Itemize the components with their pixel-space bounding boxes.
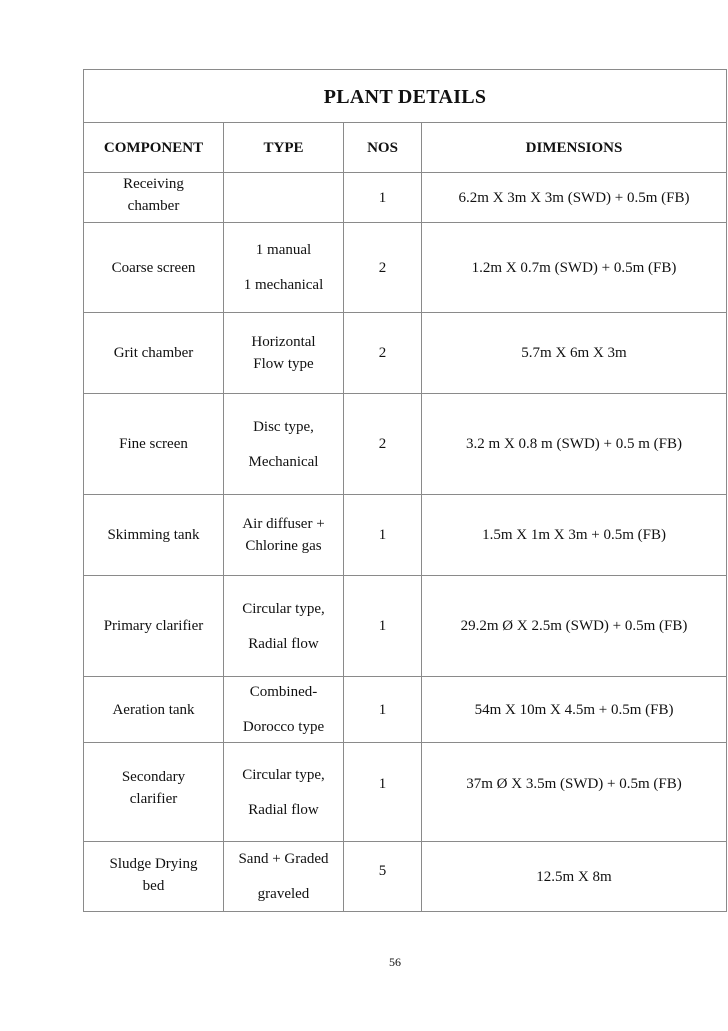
type-line: Dorocco type (242, 719, 325, 735)
table-header-row (84, 123, 727, 173)
cell-component: Aeration tank (84, 677, 224, 743)
type-line: Air diffuser + (242, 516, 325, 532)
table-row (84, 743, 727, 842)
type-line: 1 mechanical (243, 277, 324, 293)
cell-nos: 2 (344, 394, 422, 495)
cell-component: Grit chamber (84, 313, 224, 394)
type-line: Disc type, (253, 418, 314, 435)
cell-nos: 1 (344, 576, 422, 677)
component-line: chamber (127, 197, 180, 214)
cell-type (224, 743, 344, 842)
page-number: 56 (389, 955, 401, 969)
cell-dimensions (422, 743, 727, 842)
header-nos: NOS (344, 123, 422, 173)
header-type: TYPE (224, 123, 344, 173)
table-row (84, 223, 727, 313)
cell-type (224, 576, 344, 677)
table-row (84, 173, 727, 223)
table-row (84, 394, 727, 495)
type-line: Sand + Graded (238, 851, 329, 867)
header-component: COMPONENT (84, 123, 224, 173)
table-title-row (84, 70, 727, 123)
type-line: Horizontal (251, 334, 316, 350)
table-row (84, 842, 727, 912)
table-row (84, 313, 727, 394)
cell-component (84, 743, 224, 842)
cell-type (224, 313, 344, 394)
cell-component (84, 842, 224, 912)
cell-component: Fine screen (84, 394, 224, 495)
cell-dimensions: 3.2 m X 0.8 m (SWD) + 0.5 m (FB) (422, 394, 727, 495)
component-line: bed (142, 877, 165, 894)
cell-dimensions: 1.2m X 0.7m (SWD) + 0.5m (FB) (422, 223, 727, 313)
cell-dimensions: 29.2m Ø X 2.5m (SWD) + 0.5m (FB) (422, 576, 727, 677)
cell-nos: 1 (344, 677, 422, 743)
dimensions-value: 37m Ø X 3.5m (SWD) + 0.5m (FB) (466, 776, 682, 792)
cell-nos (344, 743, 422, 842)
cell-type (224, 495, 344, 576)
table-row (84, 576, 727, 677)
component-line: clarifier (129, 791, 178, 807)
cell-dimensions: 6.2m X 3m X 3m (SWD) + 0.5m (FB) (422, 173, 727, 223)
table-row (84, 677, 727, 743)
cell-type (224, 677, 344, 743)
cell-component: Coarse screen (84, 223, 224, 313)
cell-nos: 2 (344, 223, 422, 313)
cell-component: Skimming tank (84, 495, 224, 576)
table-row (84, 495, 727, 576)
cell-type (224, 842, 344, 912)
cell-nos: 1 (344, 173, 422, 223)
cell-dimensions: 54m X 10m X 4.5m + 0.5m (FB) (422, 677, 727, 743)
cell-type (224, 394, 344, 495)
header-dimensions: DIMENSIONS (422, 123, 727, 173)
type-line: Mechanical (248, 453, 319, 470)
type-line: Radial flow (248, 801, 319, 818)
type-line: Radial flow (248, 635, 319, 652)
cell-nos: 2 (344, 313, 422, 394)
type-line: Combined- (249, 684, 318, 700)
cell-nos: 1 (344, 495, 422, 576)
cell-type (224, 173, 344, 223)
type-line: 1 manual (255, 242, 312, 258)
plant-details-table (83, 69, 727, 912)
type-line: Circular type, (242, 600, 325, 617)
nos-value: 1 (378, 776, 387, 792)
component-line: Secondary (121, 769, 186, 785)
cell-dimensions: 1.5m X 1m X 3m + 0.5m (FB) (422, 495, 727, 576)
type-line: Chlorine gas (245, 538, 322, 554)
cell-component (84, 173, 224, 223)
component-line: Sludge Drying (109, 855, 198, 872)
cell-dimensions: 5.7m X 6m X 3m (422, 313, 727, 394)
type-line: graveled (257, 886, 310, 902)
cell-dimensions: 12.5m X 8m (422, 842, 727, 912)
cell-nos (344, 842, 422, 912)
cell-component: Primary clarifier (84, 576, 224, 677)
table-title: PLANT DETAILS (84, 70, 727, 123)
cell-type (224, 223, 344, 313)
type-line: Flow type (253, 356, 314, 372)
component-line: Receiving (123, 175, 184, 192)
nos-value: 5 (378, 862, 387, 879)
type-line: Circular type, (242, 766, 325, 783)
